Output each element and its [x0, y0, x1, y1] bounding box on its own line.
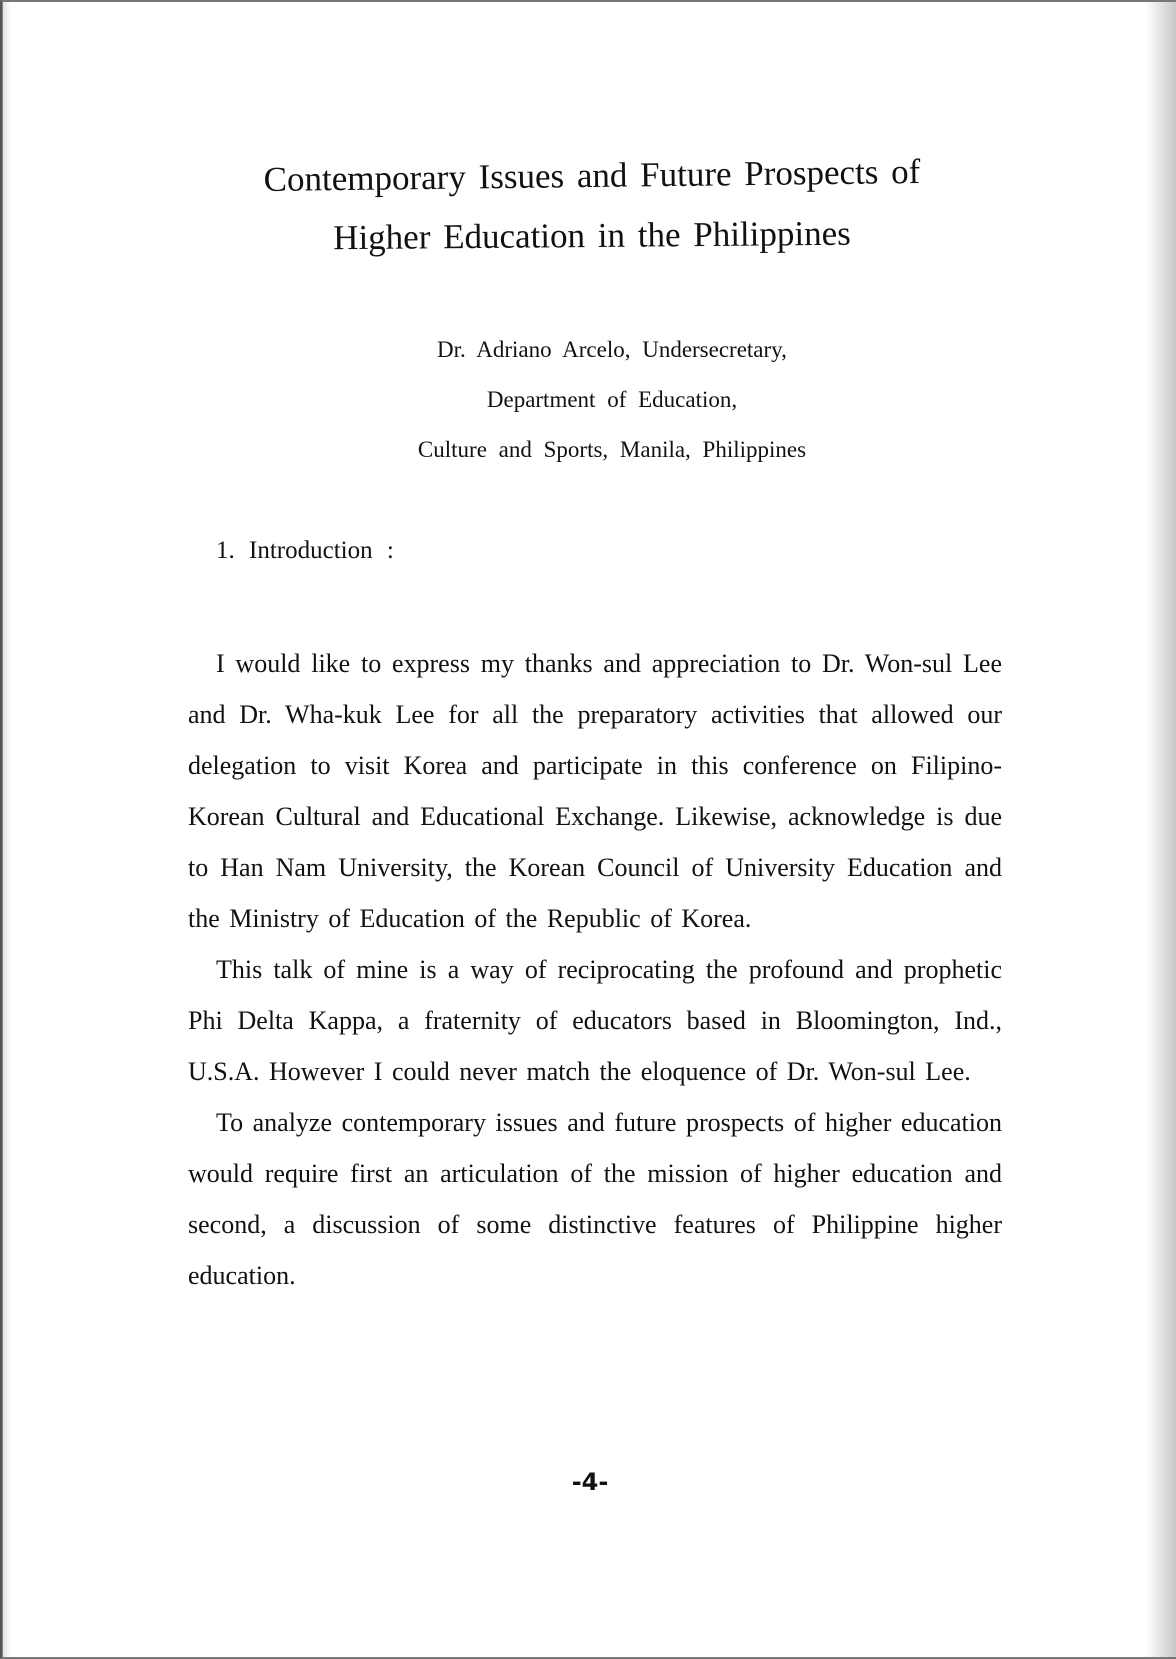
author-name-line: Dr. Adriano Arcelo, Undersecretary,	[437, 337, 787, 362]
author-department-line: Department of Education,	[486, 387, 738, 412]
paragraph-2: This talk of mine is a way of reciprocating the profound and prophetic Phi Delta Kappa, a fraternity of educators based in Bloomington, Ind., U.S.A. However I could never match the eloquence of Dr. Won-sul Lee.	[188, 955, 1002, 1086]
page-number: -4-	[571, 1468, 609, 1496]
title-line-1: Contemporary Issues and Future Prospects of	[263, 151, 921, 200]
page-edge-shadow	[1146, 2, 1176, 1657]
author-location-line: Culture and Sports, Manila, Philippines	[417, 437, 807, 462]
paragraph-3: To analyze contemporary issues and future prospects of higher education would require first an articulation of the mission of higher education and second, a discussion of some distinctive features of Philippine higher education.	[188, 1108, 1002, 1290]
body-text	[188, 638, 1002, 1301]
section-heading-introduction: 1. Introduction :	[216, 537, 394, 564]
title-line-2: Higher Education in the Philippines	[333, 213, 851, 258]
paragraph-1: I would like to express my thanks and appreciation to Dr. Won-sul Lee and Dr. Wha-kuk Lee for all the preparatory activities that allowed our delegation to visit Korea and participate in this conference on Filipino-Korean Cultural and Educational Exchange. Likewise, acknowledge is due to Han Nam University, the Korean Council of University Education and the Ministry of Education of the Republic of Korea.	[188, 649, 1002, 933]
